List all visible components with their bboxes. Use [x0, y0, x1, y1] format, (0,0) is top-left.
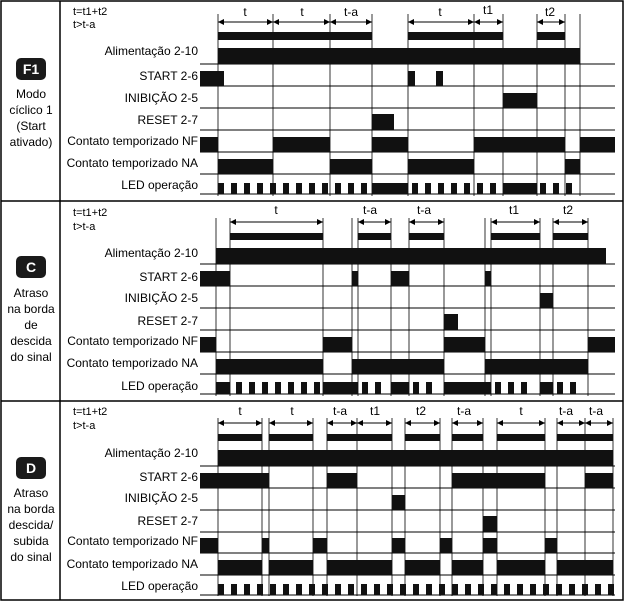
arrowhead [534, 219, 540, 225]
timing-label: t2 [544, 5, 556, 19]
timing-label: t2 [562, 203, 574, 217]
side-line: do sinal [10, 350, 52, 364]
timing-label: t [274, 203, 278, 217]
arrowhead [582, 219, 588, 225]
arrowhead [557, 420, 563, 426]
row-label-start: START 2-6 [139, 470, 198, 484]
side-line: Modo [15, 87, 47, 101]
formula-line: t=t1+t2 [73, 6, 108, 18]
arrowhead [477, 420, 483, 426]
arrowhead [307, 420, 313, 426]
timing-label: t [243, 5, 247, 19]
side-line: subida [13, 534, 49, 548]
timing-label: t [438, 5, 442, 19]
timing-label: t-a [332, 404, 348, 418]
arrowhead [385, 219, 391, 225]
arrowhead [474, 19, 480, 25]
side-line: ativado) [9, 135, 53, 149]
timing-label: t-a [343, 5, 359, 19]
row-label-led: LED operação [121, 379, 198, 393]
arrowhead [468, 19, 474, 25]
arrowhead [553, 219, 559, 225]
row-label-na: Contato temporizado NA [66, 356, 198, 370]
arrowhead [230, 219, 236, 225]
side-line: cíclico 1 [9, 103, 53, 117]
led-pulses [218, 584, 614, 595]
arrowhead [267, 19, 273, 25]
led-pulses [216, 382, 576, 394]
timing-label: t [300, 5, 304, 19]
row-label-nf: Contato temporizado NF [67, 534, 198, 548]
arrowhead [491, 219, 497, 225]
arrowhead [324, 19, 330, 25]
side-line: descida/ [8, 518, 54, 532]
arrowhead [366, 19, 372, 25]
side-line: Atraso [13, 486, 49, 500]
arrowhead [218, 19, 224, 25]
mode-badge [16, 256, 46, 278]
arrowhead [330, 19, 336, 25]
arrowhead [539, 420, 545, 426]
arrowhead [537, 19, 543, 25]
row-label-reset: RESET 2-7 [137, 514, 198, 528]
formula-line: t>t-a [73, 221, 96, 233]
arrowhead [559, 19, 565, 25]
side-line: de [24, 318, 38, 332]
badge-label: C [25, 259, 37, 275]
arrowhead [452, 420, 458, 426]
formula-line: t=t1+t2 [73, 406, 108, 418]
baselines [200, 64, 615, 194]
arrowhead [317, 219, 323, 225]
timing-label: t [519, 404, 523, 418]
arrowhead [408, 19, 414, 25]
arrowhead [256, 420, 262, 426]
side-line: (Start [16, 119, 46, 133]
panel-d [7, 404, 615, 596]
row-label-reset: RESET 2-7 [137, 314, 198, 328]
timing-label: t1 [508, 203, 520, 217]
timing-label: t-a [558, 404, 574, 418]
row-label-alimentacao: Alimentação 2-10 [104, 446, 198, 460]
signal-bars [200, 32, 615, 174]
timing-label: t-a [416, 203, 432, 217]
led-pulses [218, 183, 572, 194]
row-label-alimentacao: Alimentação 2-10 [104, 44, 198, 58]
row-label-inibicao: INIBIÇÃO 2-5 [124, 91, 198, 105]
row-label-nf: Contato temporizado NF [67, 134, 198, 148]
row-label-led: LED operação [121, 579, 198, 593]
row-label-start: START 2-6 [139, 270, 198, 284]
row-label-nf: Contato temporizado NF [67, 334, 198, 348]
row-label-led: LED operação [121, 178, 198, 192]
arrowhead [269, 420, 275, 426]
timing-label: t2 [415, 404, 427, 418]
side-line: do sinal [10, 550, 52, 564]
arrowhead [218, 420, 224, 426]
row-label-inibicao: INIBIÇÃO 2-5 [124, 291, 198, 305]
arrowhead [607, 420, 613, 426]
side-line: na borda [7, 302, 55, 316]
arrowhead [409, 219, 415, 225]
formula-line: t>t-a [73, 19, 96, 31]
side-line: na borda [7, 502, 55, 516]
row-label-alimentacao: Alimentação 2-10 [104, 246, 198, 260]
arrowhead [497, 420, 503, 426]
timing-label: t-a [362, 203, 378, 217]
timing-label: t1 [369, 404, 381, 418]
badge-label: F1 [22, 61, 40, 77]
side-line: Atraso [13, 286, 49, 300]
arrowhead [358, 219, 364, 225]
arrowhead [434, 420, 440, 426]
row-label-start: START 2-6 [139, 69, 198, 83]
timing-label: t1 [482, 3, 494, 17]
arrowhead [497, 19, 503, 25]
arrowhead [357, 420, 363, 426]
row-label-na: Contato temporizado NA [66, 156, 198, 170]
row-label-inibicao: INIBIÇÃO 2-5 [124, 491, 198, 505]
arrowhead [351, 420, 357, 426]
mode-badge [16, 58, 46, 80]
panel-c [7, 203, 615, 396]
badge-label: D [25, 460, 37, 476]
formula-line: t>t-a [73, 420, 96, 432]
arrowhead [585, 420, 591, 426]
arrowhead [386, 420, 392, 426]
timing-label: t [238, 404, 242, 418]
timing-label: t-a [456, 404, 472, 418]
row-label-reset: RESET 2-7 [137, 113, 198, 127]
timing-label: t [290, 404, 294, 418]
arrowhead [405, 420, 411, 426]
timing-label: t-a [588, 404, 604, 418]
formula-line: t=t1+t2 [73, 207, 108, 219]
side-line: descida [10, 334, 52, 348]
panel-f1 [9, 3, 615, 196]
arrowhead [327, 420, 333, 426]
mode-badge [16, 457, 46, 479]
row-label-na: Contato temporizado NA [66, 557, 198, 571]
arrowhead [579, 420, 585, 426]
arrowhead [438, 219, 444, 225]
arrowhead [273, 19, 279, 25]
